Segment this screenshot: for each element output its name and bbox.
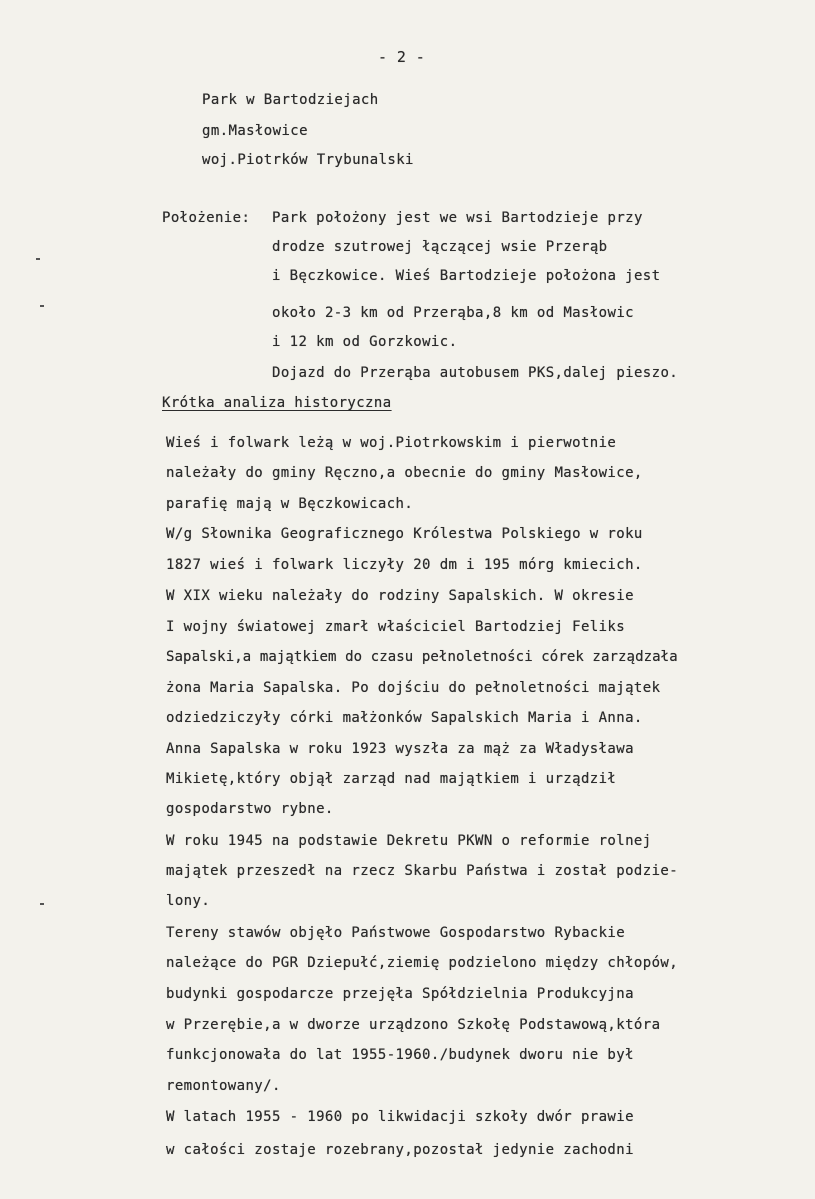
history-line: Wieś i folwark leżą w woj.Piotrkowskim i pierwotnie [166,435,617,451]
history-line: W latach 1955 - 1960 po likwidacji szkoły dwór prawie [166,1109,634,1125]
history-line: I wojny światowej zmarł właściciel Bartodziej Feliks [166,619,626,635]
history-line: budynki gospodarcze przejęła Spółdzielnia Produkcyjna [166,986,634,1002]
address-line-gmina: gm.Masłowice [202,123,308,139]
page-number: - 2 - [378,48,426,66]
history-line: gospodarstwo rybne. [166,801,334,817]
history-line: Anna Sapalska w roku 1923 wyszła za mąż za Władysława [166,741,634,757]
history-line: odziedziczyły córki małżonków Sapalskich Maria i Anna. [166,710,643,726]
history-line: majątek przeszedł na rzecz Skarbu Państwa i został podzie- [166,863,679,879]
history-line: lony. [166,893,211,909]
history-line: Tereny stawów objęło Państwowe Gospodarstwo Rybackie [166,925,626,941]
history-line: W XIX wieku należały do rodziny Sapalskich. W okresie [166,588,634,604]
history-line: w całości zostaje rozebrany,pozostał jedynie zachodni [166,1142,634,1158]
history-line: remontowany/. [166,1078,281,1094]
location-label: Położenie: [162,210,251,226]
address-line-voivodeship: woj.Piotrków Trybunalski [202,152,414,168]
location-line: Dojazd do Przerąba autobusem PKS,dalej pieszo. [272,365,679,381]
history-line: w Przerębie,a w dworze urządzono Szkołę Podstawową,która [166,1017,661,1033]
margin-mark [40,305,44,307]
margin-mark [36,258,40,260]
history-line: W/g Słownika Geograficznego Królestwa Polskiego w roku [166,526,643,542]
location-line: i 12 km od Gorzkowic. [272,334,458,350]
history-line: parafię mają w Bęczkowicach. [166,496,414,512]
history-line: należące do PGR Dziepułć,ziemię podzielono między chłopów, [166,955,679,971]
history-line: Sapalski,a majątkiem do czasu pełnoletności córek zarządzała [166,649,678,665]
location-line: drodze szutrowej łączącej wsie Przerąb [272,239,608,255]
address-line-park: Park w Bartodziejach [202,92,379,108]
margin-mark [40,903,44,905]
history-line: 1827 wieś i folwark liczyły 20 dm i 195 mórg kmiecich. [166,557,643,573]
history-line: funkcjonowała do lat 1955-1960./budynek dworu nie był [166,1047,634,1063]
history-line: należały do gminy Ręczno,a obecnie do gminy Masłowice, [166,465,643,481]
history-line: żona Maria Sapalska. Po dojściu do pełnoletności majątek [166,680,661,696]
history-heading: Krótka analiza historyczna [162,395,392,411]
location-line: około 2-3 km od Przerąba,8 km od Masłowic [272,305,634,321]
location-line: Park położony jest we wsi Bartodzieje przy [272,210,643,226]
history-line: Mikietę,który objął zarząd nad majątkiem i urządził [166,771,617,787]
location-line: i Bęczkowice. Wieś Bartodzieje położona jest [272,268,661,284]
history-line: W roku 1945 na podstawie Dekretu PKWN o reformie rolnej [166,833,652,849]
